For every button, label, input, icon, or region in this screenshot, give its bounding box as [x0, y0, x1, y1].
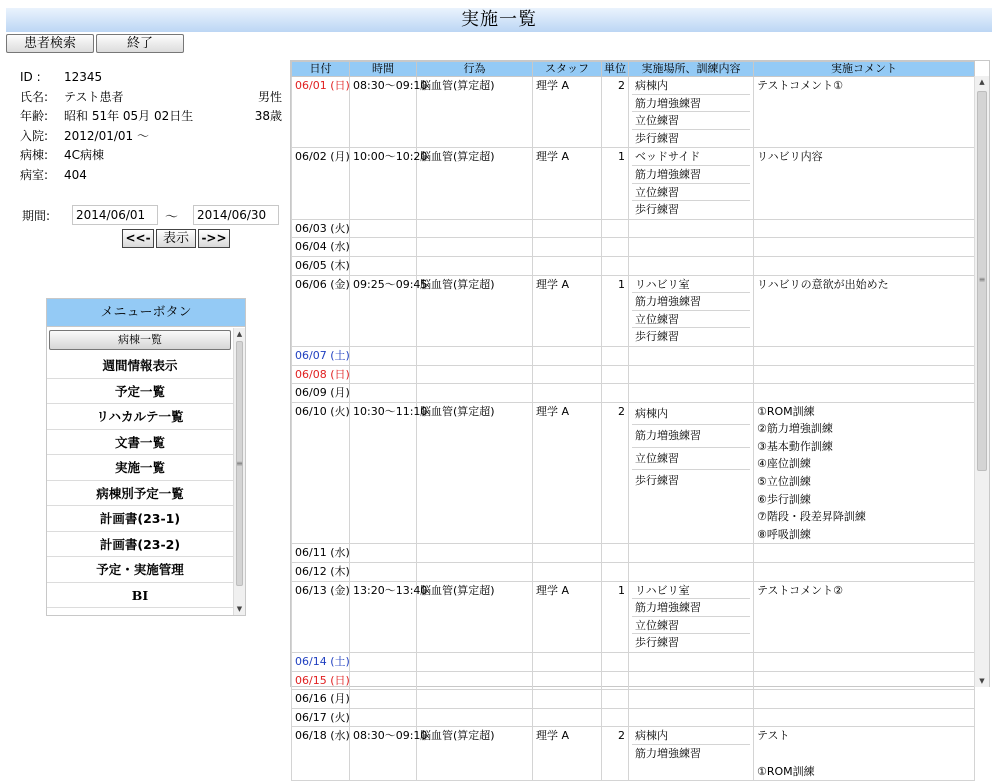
- show-button[interactable]: 表示: [156, 229, 196, 248]
- comment-line: ①ROM訓練: [757, 404, 815, 418]
- cell-date: 06/16 (月): [292, 690, 350, 709]
- table-row[interactable]: [292, 256, 975, 275]
- cell-place: [629, 653, 754, 672]
- cell-time: [350, 653, 417, 672]
- place-item: 筋力増強練習: [632, 166, 750, 184]
- comment-line: テスト: [757, 729, 790, 743]
- cell-place: [629, 563, 754, 582]
- cell-place: [629, 581, 754, 652]
- patient-id: 12345: [64, 70, 103, 84]
- col-time[interactable]: 時間: [350, 62, 417, 77]
- table-row[interactable]: [292, 275, 975, 346]
- cell-staff: [533, 653, 602, 672]
- cell-comment: [754, 544, 975, 563]
- admission-date: 2012/01/01 ～: [64, 128, 149, 143]
- cell-date: 06/09 (月): [292, 384, 350, 403]
- cell-unit: [602, 563, 629, 582]
- menu-item-plan-23-2[interactable]: 計画書(23-2): [47, 532, 233, 558]
- admit-label: 入院:: [20, 128, 49, 143]
- cell-time: [350, 346, 417, 365]
- comment-line: ⑧呼吸訓練: [757, 527, 811, 541]
- cell-comment: [754, 256, 975, 275]
- cell-act: 脳血管(算定超): [417, 581, 533, 652]
- place-item: 歩行練習: [635, 474, 679, 488]
- col-act[interactable]: 行為: [417, 62, 533, 77]
- ward-label: 病棟:: [20, 148, 49, 163]
- cell-comment: [754, 671, 975, 690]
- cell-act: [417, 384, 533, 403]
- comment-line: ②筋力増強訓練: [757, 422, 833, 436]
- cell-time: [350, 256, 417, 275]
- cell-unit: [602, 671, 629, 690]
- table-row[interactable]: [292, 346, 975, 365]
- cell-act: [417, 256, 533, 275]
- cell-time: 08:30～09:10: [350, 77, 417, 148]
- next-period-button[interactable]: ->>: [198, 229, 230, 248]
- cell-act: 脳血管(算定超): [417, 402, 533, 544]
- cell-comment: リハビリの意欲が出始めた: [754, 275, 975, 346]
- cell-place: [629, 365, 754, 384]
- col-unit[interactable]: 単位: [602, 62, 629, 77]
- cell-staff: [533, 238, 602, 257]
- cell-date: 06/08 (日): [292, 365, 350, 384]
- cell-place: [629, 708, 754, 727]
- page-title: 実施一覧: [6, 8, 992, 32]
- cell-place: [629, 275, 754, 346]
- menu-item-document-list[interactable]: 文書一覧: [47, 430, 233, 456]
- cell-comment: [754, 365, 975, 384]
- place-item: 立位練習: [632, 184, 750, 202]
- cell-time: [350, 365, 417, 384]
- cell-unit: [602, 365, 629, 384]
- table-row[interactable]: [292, 727, 975, 781]
- table-row[interactable]: [292, 148, 975, 219]
- cell-place: [629, 384, 754, 403]
- cell-unit: [602, 256, 629, 275]
- cell-date: 06/14 (土): [292, 653, 350, 672]
- cell-time: [350, 219, 417, 238]
- comment-line: ⑤立位訓練: [757, 475, 811, 489]
- cell-act: [417, 708, 533, 727]
- cell-time: 09:25～09:45: [350, 275, 417, 346]
- place-item: 病棟内: [632, 77, 750, 95]
- table-row[interactable]: [292, 77, 975, 148]
- cell-act: 脳血管(算定超): [417, 275, 533, 346]
- cell-date: 06/02 (月): [292, 148, 350, 219]
- table-scrollbar[interactable]: [974, 76, 989, 687]
- cell-date: 06/13 (金): [292, 581, 350, 652]
- id-label: ID :: [20, 70, 41, 84]
- cell-unit: 1: [602, 275, 629, 346]
- cell-staff: [533, 690, 602, 709]
- menu-item-plan-23-1[interactable]: 計画書(23-1): [47, 506, 233, 532]
- table-row[interactable]: [292, 219, 975, 238]
- cell-act: 脳血管(算定超): [417, 77, 533, 148]
- cell-comment: [754, 238, 975, 257]
- table-row[interactable]: [292, 544, 975, 563]
- table-scroll-down-icon[interactable]: ▼: [979, 677, 985, 685]
- place-item: 筋力増強練習: [632, 599, 750, 617]
- cell-staff: 理学 A: [533, 727, 602, 781]
- cell-place: [629, 690, 754, 709]
- place-item: 立位練習: [632, 311, 750, 329]
- scroll-down-icon[interactable]: ▼: [236, 605, 243, 613]
- cell-date: 06/06 (金): [292, 275, 350, 346]
- cell-place: [629, 77, 754, 148]
- patient-search-button[interactable]: 患者検索: [6, 34, 94, 53]
- cell-time: [350, 238, 417, 257]
- table-row[interactable]: [292, 690, 975, 709]
- cell-comment: テストコメント①: [754, 77, 975, 148]
- patient-name: テスト患者: [64, 89, 124, 104]
- exit-button[interactable]: 終了: [96, 34, 184, 53]
- cell-date: 06/17 (火): [292, 708, 350, 727]
- cell-comment: [754, 653, 975, 672]
- cell-comment: [754, 384, 975, 403]
- cell-comment: リハビリ内容: [754, 148, 975, 219]
- patient-age: 38歳: [254, 109, 282, 124]
- cell-comment: [754, 690, 975, 709]
- cell-date: 06/11 (水): [292, 544, 350, 563]
- menu-scrollbar[interactable]: [233, 328, 245, 615]
- cell-unit: 2: [602, 727, 629, 781]
- cell-staff: [533, 219, 602, 238]
- table-row[interactable]: [292, 563, 975, 582]
- place-item: 歩行練習: [635, 131, 679, 145]
- cell-date: 06/10 (火): [292, 402, 350, 544]
- cell-unit: 2: [602, 402, 629, 544]
- cell-unit: [602, 384, 629, 403]
- col-place[interactable]: 実施場所、訓練内容: [629, 62, 754, 77]
- ward-name: 4C病棟: [64, 148, 105, 163]
- cell-date: 06/15 (日): [292, 671, 350, 690]
- cell-act: 脳血管(算定超): [417, 727, 533, 781]
- cell-date: 06/07 (土): [292, 346, 350, 365]
- cell-act: [417, 544, 533, 563]
- cell-act: [417, 671, 533, 690]
- cell-act: [417, 346, 533, 365]
- cell-place: [629, 544, 754, 563]
- menu-item-schedule-management[interactable]: 予定・実施管理: [47, 557, 233, 583]
- cell-place: [629, 402, 754, 544]
- cell-unit: [602, 544, 629, 563]
- table-scroll-up-icon[interactable]: ▲: [979, 78, 985, 86]
- comment-line: ⑥歩行訓練: [757, 492, 811, 506]
- menu-item-ward-schedule-list[interactable]: 病棟別予定一覧: [47, 481, 233, 507]
- patient-birthdate: 昭和 51年 05月 02日生: [64, 109, 194, 124]
- place-item: 病棟内: [632, 727, 750, 745]
- place-item: 立位練習: [632, 617, 750, 635]
- cell-staff: 理学 A: [533, 275, 602, 346]
- cell-place: [629, 727, 754, 781]
- period-tilde: ～: [165, 210, 179, 225]
- table-grip-icon: ≡: [978, 275, 986, 284]
- cell-unit: 1: [602, 581, 629, 652]
- cell-date: 06/18 (水): [292, 727, 350, 781]
- table-row[interactable]: [292, 653, 975, 672]
- age-label: 年齢:: [20, 109, 49, 124]
- place-item: 歩行練習: [635, 203, 679, 217]
- table-row[interactable]: [292, 708, 975, 727]
- period-to-input[interactable]: [193, 205, 279, 225]
- cell-time: [350, 384, 417, 403]
- name-label: 氏名:: [20, 89, 49, 104]
- cell-date: 06/03 (火): [292, 219, 350, 238]
- menu-list: [47, 328, 233, 608]
- place-item: 筋力増強練習: [632, 293, 750, 311]
- cell-staff: [533, 384, 602, 403]
- place-item: ベッドサイド: [632, 148, 750, 166]
- implementation-table: [291, 61, 975, 781]
- table-row[interactable]: [292, 402, 975, 544]
- period-label: 期間:: [22, 209, 51, 223]
- cell-unit: [602, 219, 629, 238]
- cell-comment: テストコメント②: [754, 581, 975, 652]
- period-from-input[interactable]: [72, 205, 158, 225]
- cell-unit: [602, 690, 629, 709]
- cell-comment: [754, 346, 975, 365]
- prev-period-button[interactable]: <<-: [122, 229, 154, 248]
- cell-time: [350, 671, 417, 690]
- cell-act: [417, 563, 533, 582]
- cell-staff: [533, 256, 602, 275]
- place-item: 立位練習: [632, 448, 750, 471]
- cell-time: 10:30～11:10: [350, 402, 417, 544]
- menu-item-schedule-list[interactable]: 予定一覧: [47, 379, 233, 405]
- cell-time: [350, 690, 417, 709]
- cell-act: [417, 690, 533, 709]
- cell-act: [417, 238, 533, 257]
- place-item: 筋力増強練習: [635, 746, 701, 760]
- cell-date: 06/01 (日): [292, 77, 350, 148]
- table-row[interactable]: [292, 581, 975, 652]
- menu-item-rehab-chart-list[interactable]: リハカルテ一覧: [47, 404, 233, 430]
- comment-line: ④座位訓練: [757, 457, 811, 471]
- cell-act: [417, 365, 533, 384]
- cell-time: 08:30～09:10: [350, 727, 417, 781]
- room-number: 404: [64, 167, 87, 182]
- comment-line: ⑦階段・段差昇降訓練: [757, 510, 866, 524]
- cell-staff: [533, 671, 602, 690]
- comment-line: ③基本動作訓練: [757, 439, 833, 453]
- place-item: 筋力増強練習: [632, 425, 750, 448]
- cell-place: [629, 256, 754, 275]
- cell-date: 06/12 (木): [292, 563, 350, 582]
- cell-unit: 1: [602, 148, 629, 219]
- cell-place: [629, 219, 754, 238]
- cell-unit: [602, 708, 629, 727]
- cell-place: [629, 148, 754, 219]
- place-item: 歩行練習: [635, 636, 679, 650]
- place-item: 病棟内: [632, 403, 750, 426]
- cell-staff: [533, 563, 602, 582]
- table-row[interactable]: [292, 238, 975, 257]
- col-date[interactable]: 日付: [292, 62, 350, 77]
- cell-unit: [602, 653, 629, 672]
- patient-sex: 男性: [257, 89, 282, 104]
- place-item: 立位練習: [632, 112, 750, 130]
- cell-act: 脳血管(算定超): [417, 148, 533, 219]
- table-row[interactable]: [292, 365, 975, 384]
- patient-info: [20, 68, 282, 186]
- comment-line: [757, 745, 971, 763]
- menu-title: メニューボタン: [47, 299, 245, 327]
- menu-item-implementation-list[interactable]: 実施一覧: [47, 455, 233, 481]
- cell-date: 06/04 (水): [292, 238, 350, 257]
- grip-icon: ≡: [236, 459, 243, 468]
- menu-item-ward-list[interactable]: 病棟一覧: [49, 330, 231, 350]
- cell-comment: [754, 402, 975, 544]
- cell-comment: [754, 708, 975, 727]
- place-item: 歩行練習: [635, 330, 679, 344]
- cell-unit: 2: [602, 77, 629, 148]
- cell-staff: 理学 A: [533, 402, 602, 544]
- menu-panel: [46, 298, 246, 616]
- cell-staff: [533, 365, 602, 384]
- cell-comment: [754, 727, 975, 781]
- col-comment[interactable]: 実施コメント: [754, 62, 975, 77]
- cell-comment: [754, 563, 975, 582]
- table-row[interactable]: [292, 384, 975, 403]
- cell-staff: [533, 346, 602, 365]
- table-row[interactable]: [292, 671, 975, 690]
- cell-time: 10:00～10:20: [350, 148, 417, 219]
- room-label: 病室:: [20, 167, 49, 182]
- cell-date: 06/05 (木): [292, 256, 350, 275]
- cell-staff: [533, 708, 602, 727]
- cell-staff: 理学 A: [533, 581, 602, 652]
- cell-staff: 理学 A: [533, 148, 602, 219]
- cell-time: [350, 544, 417, 563]
- place-item: 筋力増強練習: [632, 95, 750, 113]
- cell-act: [417, 219, 533, 238]
- cell-act: [417, 653, 533, 672]
- scroll-up-icon[interactable]: ▲: [236, 330, 243, 338]
- cell-comment: [754, 219, 975, 238]
- cell-staff: 理学 A: [533, 77, 602, 148]
- cell-place: [629, 671, 754, 690]
- place-item: リハビリ室: [632, 276, 750, 294]
- cell-time: [350, 563, 417, 582]
- col-staff[interactable]: スタッフ: [533, 62, 602, 77]
- implementation-table-panel: [290, 60, 990, 778]
- cell-place: [629, 346, 754, 365]
- cell-place: [629, 238, 754, 257]
- cell-unit: [602, 346, 629, 365]
- cell-time: [350, 708, 417, 727]
- cell-unit: [602, 238, 629, 257]
- place-item: リハビリ室: [632, 582, 750, 600]
- cell-time: 13:20～13:40: [350, 581, 417, 652]
- menu-item-bi[interactable]: BI: [47, 583, 233, 609]
- cell-staff: [533, 544, 602, 563]
- menu-item-weekly-info[interactable]: 週間情報表示: [47, 353, 233, 379]
- comment-line: ①ROM訓練: [757, 764, 815, 778]
